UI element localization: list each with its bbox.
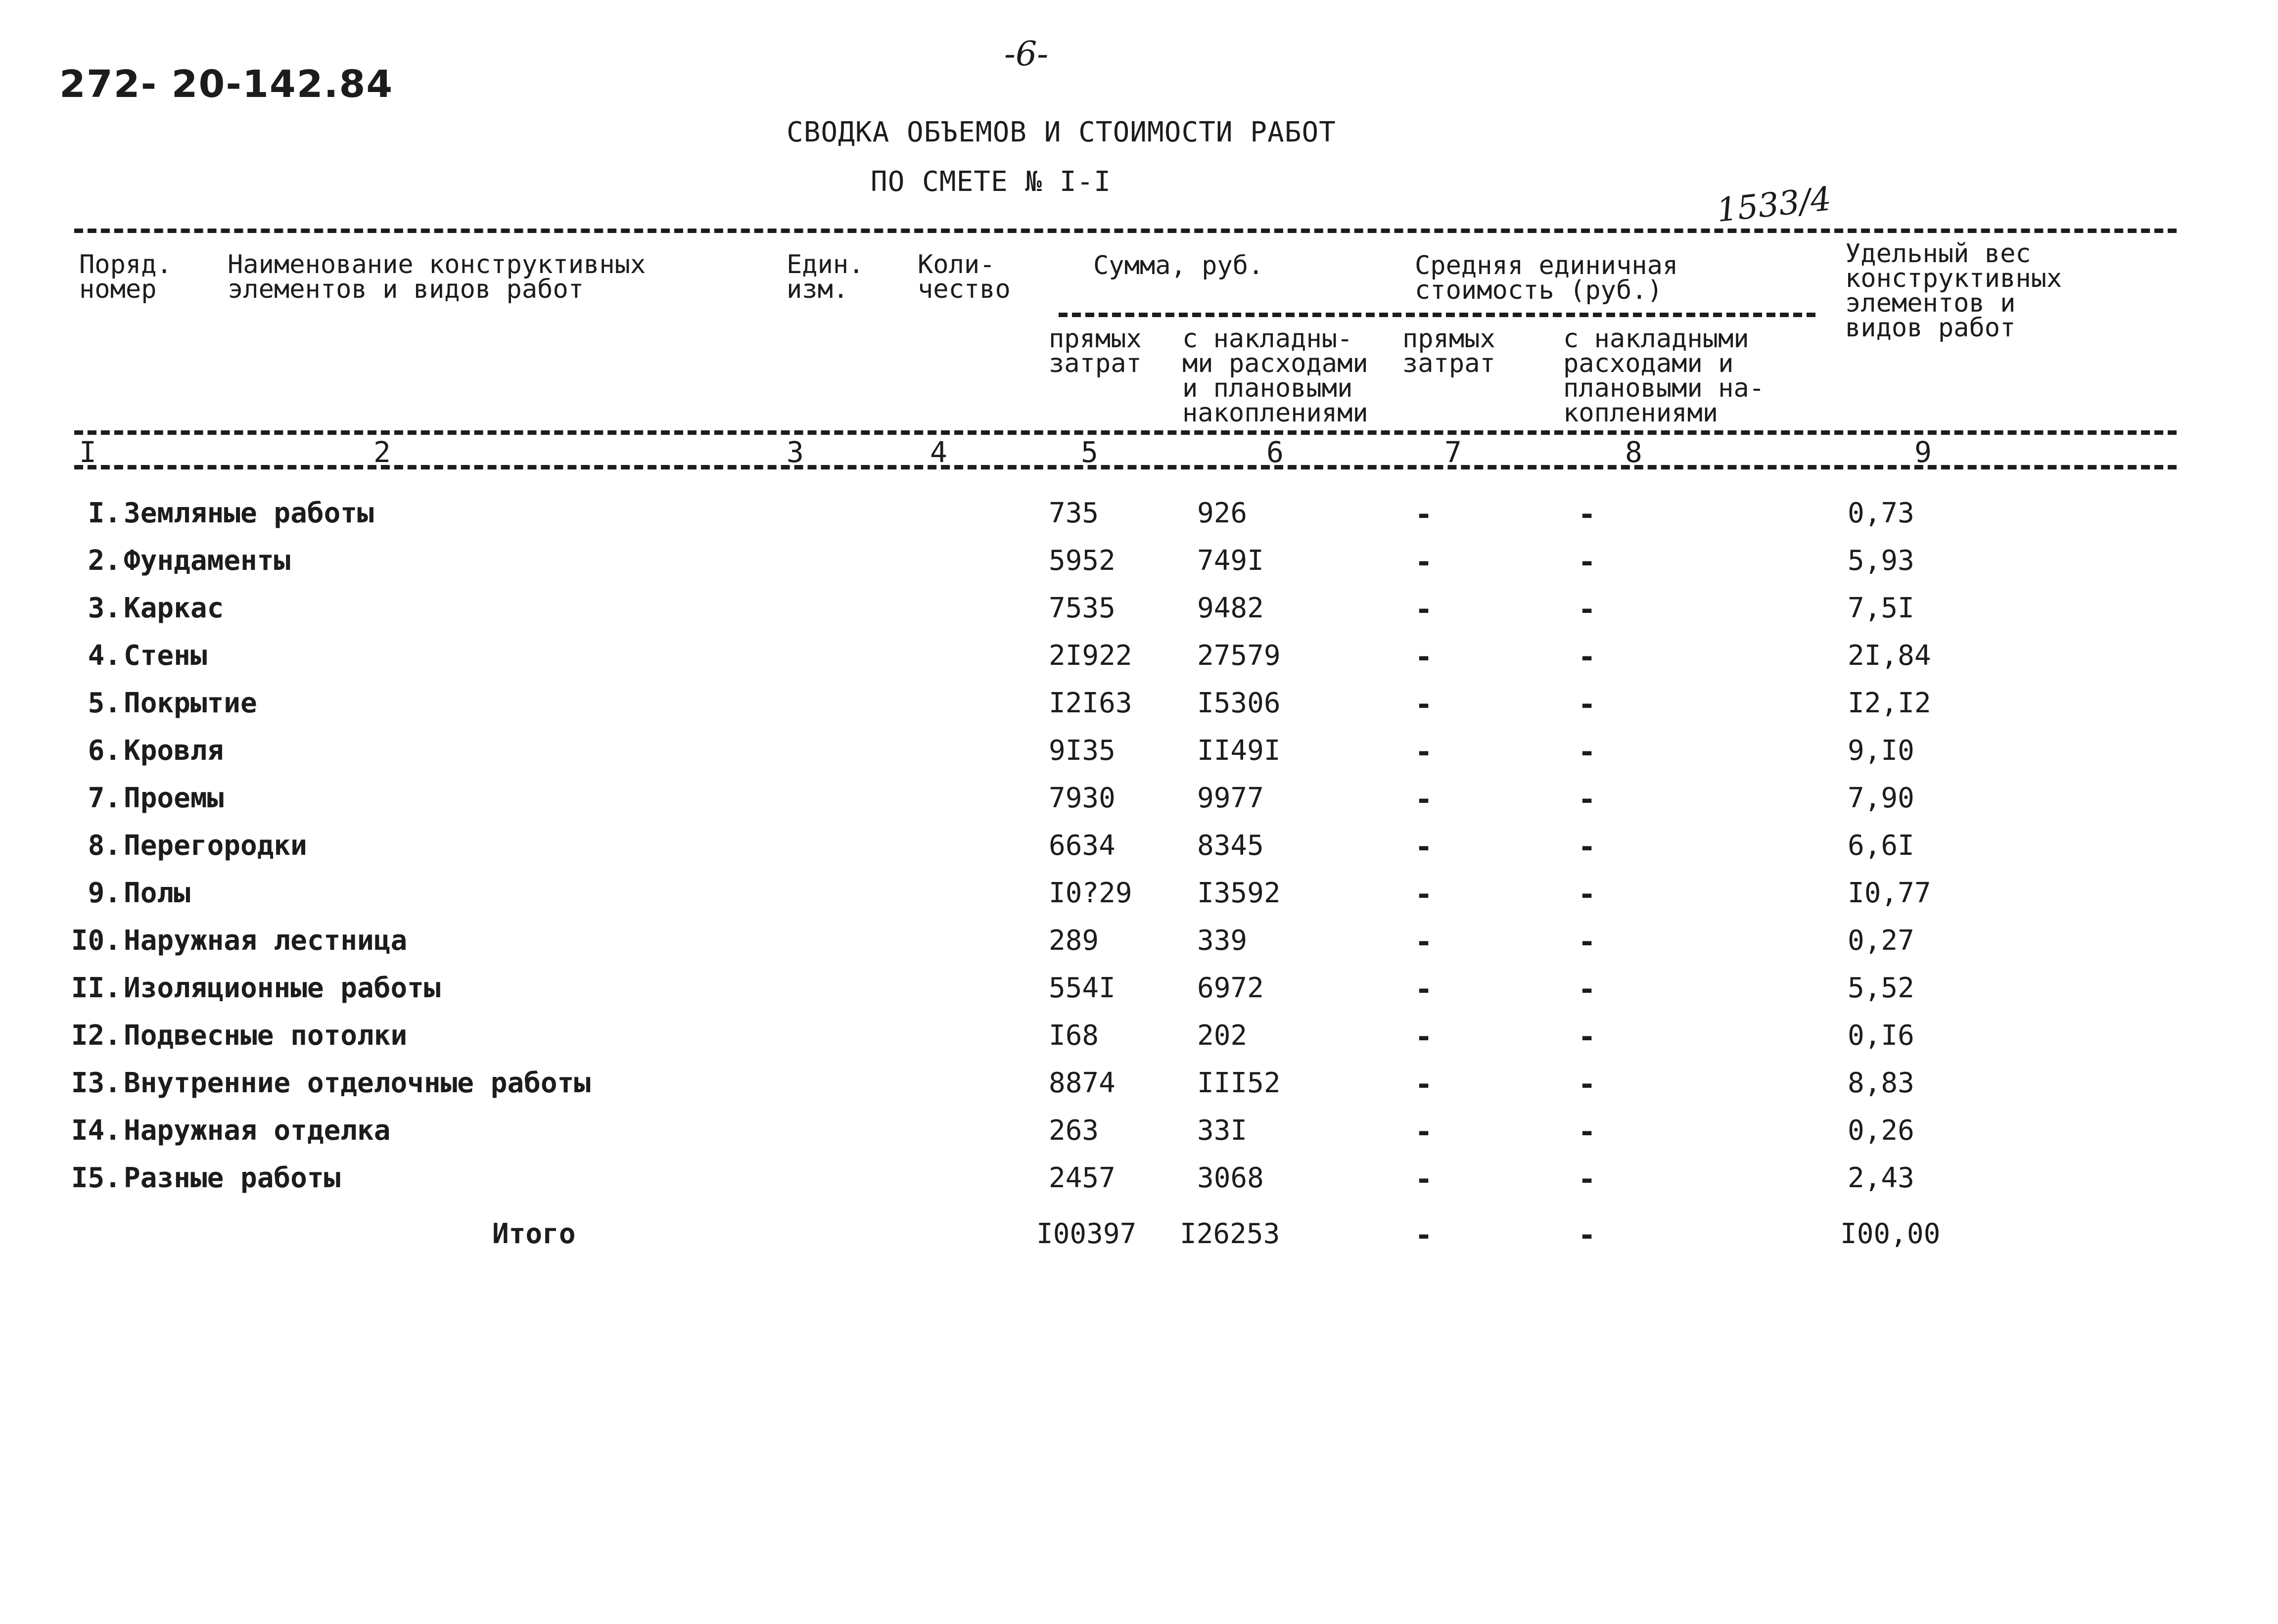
header-direct-costs: прямых затрат	[1049, 324, 1142, 378]
document-id: 272- 20-142.84	[59, 62, 394, 106]
total-label: Итого	[492, 1218, 576, 1250]
column-number-4: 4	[930, 435, 947, 469]
header-avg-cost-group: Средняя единичная стоимость (руб.)	[1415, 251, 1678, 305]
document-subtitle: ПО СМЕТЕ № I-I	[871, 166, 1112, 198]
column-number-3: 3	[787, 435, 804, 469]
row-number: 5.	[88, 687, 121, 719]
row-number: II.	[71, 972, 121, 1004]
row-number: 8.	[88, 830, 121, 862]
row-share: 8,83	[1848, 1067, 1914, 1099]
column-number-5: 5	[1081, 435, 1098, 469]
row-avg-direct: -	[1415, 640, 1433, 674]
row-avg-direct: -	[1415, 972, 1433, 1007]
row-avg-direct: -	[1415, 877, 1433, 912]
column-number-8: 8	[1625, 435, 1642, 469]
row-share: 6,6I	[1848, 830, 1914, 862]
row-direct-costs: I68	[1049, 1020, 1099, 1052]
row-avg-direct: -	[1415, 592, 1433, 627]
row-number: I3.	[71, 1067, 121, 1099]
row-direct-costs: 8874	[1049, 1067, 1116, 1099]
header-unit: Един. изм.	[787, 250, 864, 304]
row-direct-costs: 735	[1049, 497, 1099, 529]
row-share: 7,90	[1848, 782, 1914, 814]
sum-group-rule	[1059, 313, 1815, 317]
row-avg-direct: -	[1415, 830, 1433, 864]
row-share: 2I,84	[1848, 640, 1931, 672]
table-top-rule	[74, 229, 2177, 233]
row-direct-costs: 2457	[1049, 1162, 1116, 1194]
row-share: 5,93	[1848, 545, 1914, 577]
row-share: 0,27	[1848, 925, 1914, 957]
row-number: I4.	[71, 1114, 121, 1147]
row-direct-costs: 5952	[1049, 545, 1116, 577]
row-direct-costs: 7930	[1049, 782, 1116, 814]
row-avg-direct: -	[1415, 1114, 1433, 1149]
row-with-overhead: 339	[1197, 925, 1248, 957]
header-avg-overhead: с накладными расходами и плановыми на- коплениями	[1563, 324, 1765, 428]
row-number: 6.	[88, 735, 121, 767]
row-with-overhead: II49I	[1197, 735, 1281, 767]
row-avg-overhead: -	[1578, 640, 1596, 674]
row-element-name: Разные работы	[124, 1162, 341, 1194]
row-share: I2,I2	[1848, 687, 1931, 719]
row-direct-costs: 554I	[1049, 972, 1116, 1004]
row-with-overhead: 749I	[1197, 545, 1264, 577]
row-direct-costs: 6634	[1049, 830, 1116, 862]
row-direct-costs: 2I922	[1049, 640, 1132, 672]
row-avg-direct: -	[1415, 735, 1433, 769]
row-avg-overhead: -	[1578, 782, 1596, 817]
row-avg-overhead: -	[1578, 1114, 1596, 1149]
row-share: 0,26	[1848, 1114, 1914, 1147]
row-element-name: Наружная лестница	[124, 925, 408, 957]
document-title: СВОДКА ОБЪЕМОВ И СТОИМОСТИ РАБОТ	[787, 116, 1336, 148]
row-with-overhead: I3592	[1197, 877, 1281, 909]
row-avg-direct: -	[1415, 545, 1433, 579]
row-avg-overhead: -	[1578, 497, 1596, 532]
row-direct-costs: 7535	[1049, 592, 1116, 624]
header-sum-group: Сумма, руб.	[1093, 251, 1264, 280]
row-share: 2,43	[1848, 1162, 1914, 1194]
row-element-name: Изоляционные работы	[124, 972, 441, 1004]
header-element-name: Наименование конструктивных элементов и видов работ	[228, 250, 646, 304]
row-avg-overhead: -	[1578, 925, 1596, 959]
row-share: 9,I0	[1848, 735, 1914, 767]
column-number-7: 7	[1444, 435, 1462, 469]
total-avg-direct: -	[1415, 1218, 1433, 1253]
row-number: 7.	[88, 782, 121, 814]
row-avg-direct: -	[1415, 925, 1433, 959]
row-number: 2.	[88, 545, 121, 577]
row-with-overhead: 33I	[1197, 1114, 1248, 1147]
row-with-overhead: 202	[1197, 1020, 1248, 1052]
row-avg-direct: -	[1415, 687, 1433, 722]
row-with-overhead: III52	[1197, 1067, 1281, 1099]
row-avg-direct: -	[1415, 782, 1433, 817]
header-bottom-rule	[74, 430, 2177, 435]
header-with-overhead: с накладны- ми расходами и плановыми накоплениями	[1182, 324, 1368, 428]
row-element-name: Стены	[124, 640, 207, 672]
column-number-2: 2	[373, 435, 391, 469]
row-with-overhead: 9977	[1197, 782, 1264, 814]
header-quantity: Коли- чество	[918, 250, 1011, 304]
row-share: 5,52	[1848, 972, 1914, 1004]
row-avg-overhead: -	[1578, 592, 1596, 627]
row-direct-costs: 289	[1049, 925, 1099, 957]
row-element-name: Наружная отделка	[124, 1114, 391, 1147]
total-with-overhead: I26253	[1180, 1218, 1280, 1250]
row-direct-costs: I2I63	[1049, 687, 1132, 719]
total-share: I00,00	[1840, 1218, 1941, 1250]
row-avg-direct: -	[1415, 1067, 1433, 1102]
handwritten-note: 1533/4	[1715, 180, 1833, 230]
row-with-overhead: 27579	[1197, 640, 1281, 672]
row-avg-overhead: -	[1578, 830, 1596, 864]
row-with-overhead: 926	[1197, 497, 1248, 529]
row-number: 3.	[88, 592, 121, 624]
header-order-number: Поряд. номер	[79, 250, 172, 304]
row-element-name: Кровля	[124, 735, 224, 767]
row-number: 9.	[88, 877, 121, 909]
row-element-name: Полы	[124, 877, 190, 909]
row-number: I0.	[71, 925, 121, 957]
row-element-name: Покрытие	[124, 687, 257, 719]
row-avg-direct: -	[1415, 1162, 1433, 1197]
row-avg-overhead: -	[1578, 735, 1596, 769]
row-direct-costs: 263	[1049, 1114, 1099, 1147]
header-share: Удельный вес конструктивных элементов и видов работ	[1845, 239, 2062, 343]
row-with-overhead: 8345	[1197, 830, 1264, 862]
row-avg-overhead: -	[1578, 1067, 1596, 1102]
total-direct: I00397	[1036, 1218, 1137, 1250]
row-avg-direct: -	[1415, 497, 1433, 532]
row-with-overhead: 3068	[1197, 1162, 1264, 1194]
row-share: 7,5I	[1848, 592, 1914, 624]
row-avg-overhead: -	[1578, 972, 1596, 1007]
row-with-overhead: 6972	[1197, 972, 1264, 1004]
row-number: I5.	[71, 1162, 121, 1194]
row-number: I2.	[71, 1020, 121, 1052]
row-direct-costs: I0?29	[1049, 877, 1132, 909]
header-avg-direct: прямых затрат	[1402, 324, 1495, 378]
row-element-name: Фундаменты	[124, 545, 291, 577]
row-element-name: Каркас	[124, 592, 224, 624]
row-avg-overhead: -	[1578, 687, 1596, 722]
row-with-overhead: 9482	[1197, 592, 1264, 624]
column-number-1: I	[79, 435, 96, 469]
row-share: I0,77	[1848, 877, 1931, 909]
row-share: 0,I6	[1848, 1020, 1914, 1052]
column-number-9: 9	[1914, 435, 1932, 469]
row-element-name: Проемы	[124, 782, 224, 814]
row-number: 4.	[88, 640, 121, 672]
page-number: -6-	[1004, 35, 1049, 74]
row-element-name: Земляные работы	[124, 497, 374, 529]
row-element-name: Внутренние отделочные работы	[124, 1067, 591, 1099]
row-with-overhead: I5306	[1197, 687, 1281, 719]
row-avg-overhead: -	[1578, 1162, 1596, 1197]
row-direct-costs: 9I35	[1049, 735, 1116, 767]
row-avg-overhead: -	[1578, 877, 1596, 912]
row-avg-overhead: -	[1578, 545, 1596, 579]
column-number-6: 6	[1266, 435, 1284, 469]
row-number: I.	[88, 497, 121, 529]
total-avg-overhead: -	[1578, 1218, 1596, 1253]
row-element-name: Подвесные потолки	[124, 1020, 408, 1052]
row-element-name: Перегородки	[124, 830, 307, 862]
row-avg-direct: -	[1415, 1020, 1433, 1054]
row-avg-overhead: -	[1578, 1020, 1596, 1054]
row-share: 0,73	[1848, 497, 1914, 529]
